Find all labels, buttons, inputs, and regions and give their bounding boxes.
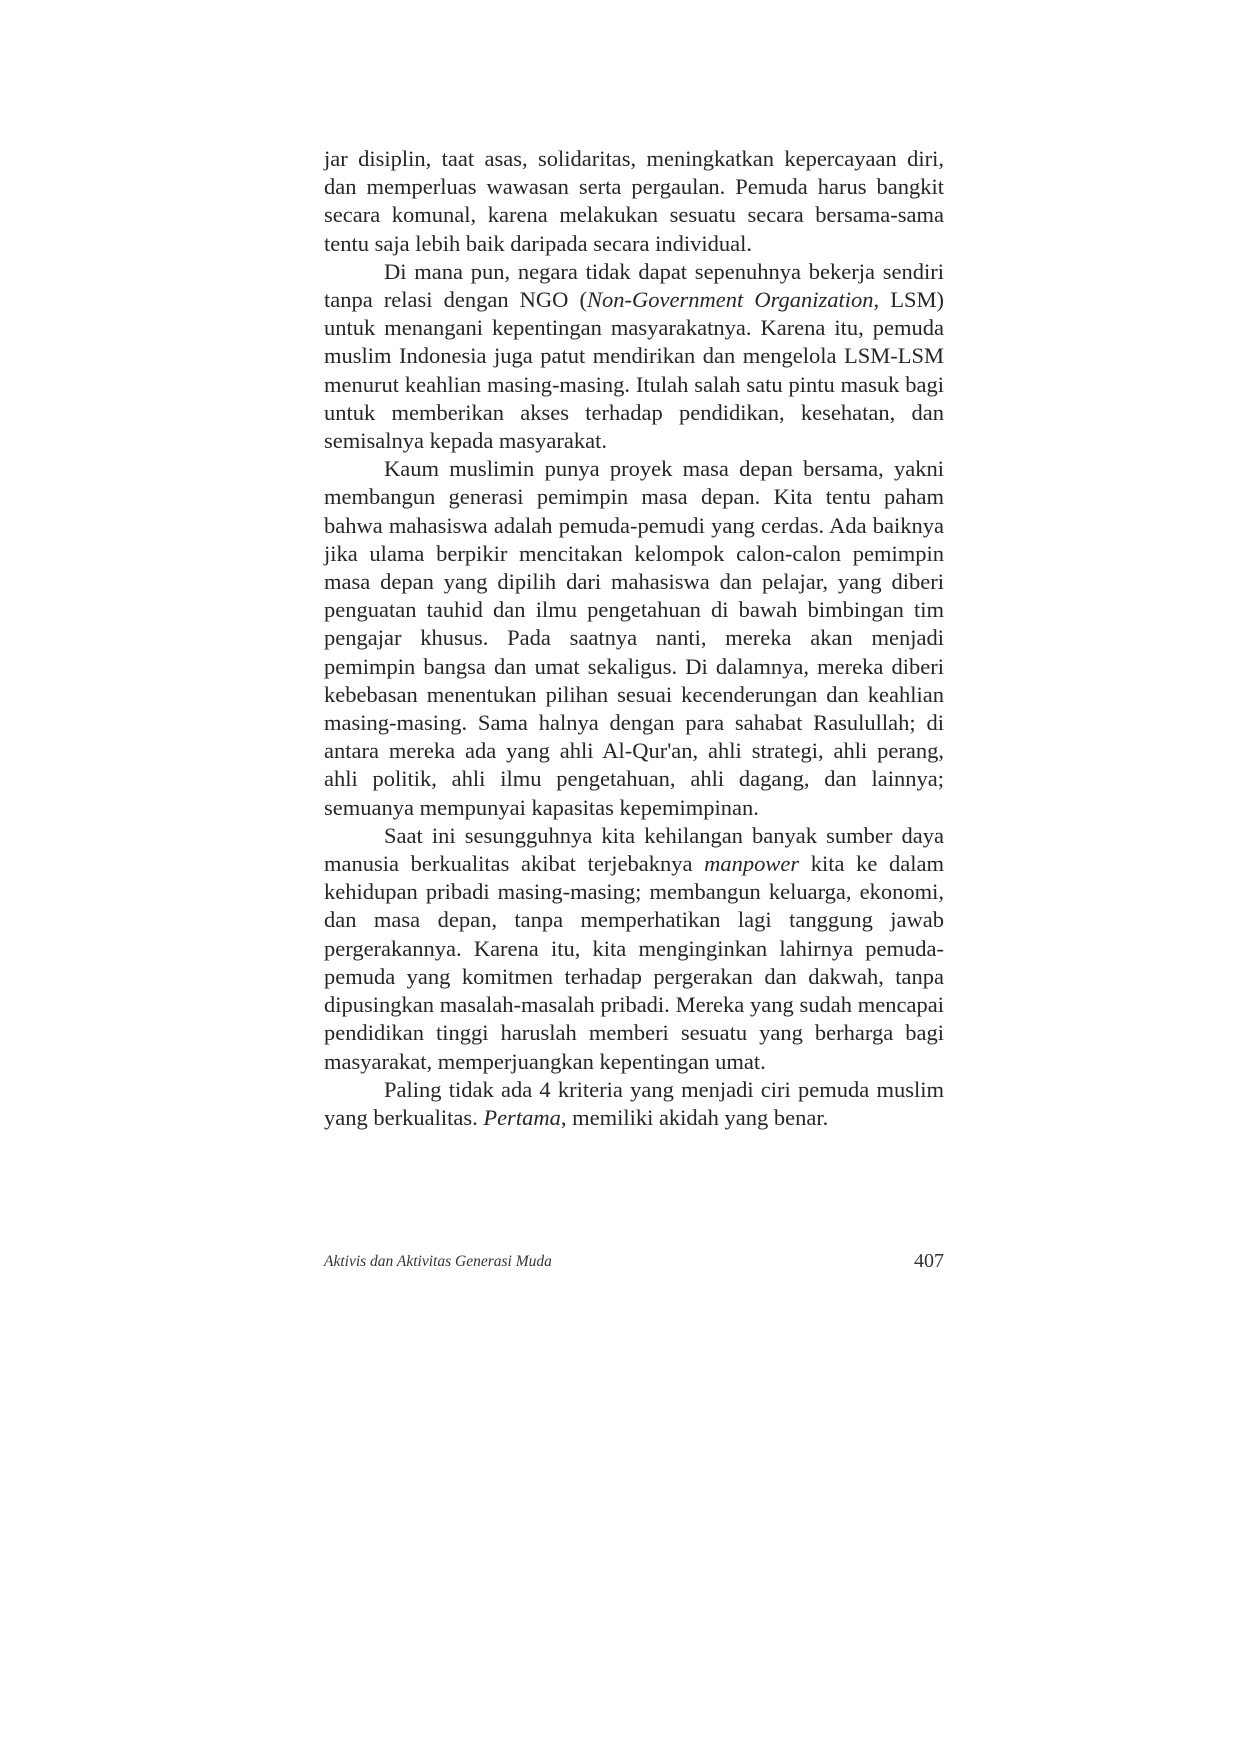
italic-term: Non-Government Organization [587,287,874,313]
paragraph-text: Kaum muslimin punya proyek masa depan bersama, yakni membangun generasi pemimpin masa depan. Kita tentu paham bahwa mahasiswa adalah pemuda-pemudi yang cerdas. Ada baiknya jika ulama berpikir mencitakan kelompok calon-calon pemimpin masa depan yang dipilih dari mahasiswa dan pelajar, yang diberi penguatan tauhid dan ilmu pengetahuan di bawah bimbingan tim pengajar khusus. Pada saatnya nanti, mereka akan menjadi pemimpin bangsa dan umat sekaligus. Di dalamnya, mereka diberi kebebasan menentukan pilihan sesuai kecenderungan dan keahlian masing-masing. Sama halnya dengan para sahabat Rasulullah; di antara mereka ada yang ahli Al-Qur'an, ahli strategi, ahli perang, ahli politik, ahli ilmu pengetahuan, ahli dagang, dan lainnya; semuanya mempunyai kapasitas kepemimpinan. [324,456,944,820]
paragraph-text: , memiliki akidah yang benar. [560,1104,829,1130]
paragraph-text: jar disiplin, taat asas, solidaritas, meningkatkan kepercayaan diri, dan memperluas wawasan serta pergaulan. Pemuda harus bangkit secara komunal, karena melakukan sesuatu secara bersama-sama tentu saja lebih baik daripada secara individual. [324,146,944,256]
page-number: 407 [914,1250,944,1272]
italic-term: manpower [704,851,800,877]
body-text [324,145,944,1132]
paragraph [324,822,944,1076]
page-footer [324,1250,944,1274]
italic-term: Pertama [483,1104,561,1130]
paragraph-text: Saat ini sesungguhnya kita kehilangan banyak sumber daya manusia berkualitas akibat terjebaknya [324,822,944,877]
paragraph-text: kita ke dalam kehidupan pribadi masing-masing; membangun keluarga, ekonomi, dan masa depan, tanpa memperhatikan lagi tanggung jawab pergerakannya. Karena itu, kita menginginkan lahirnya pemuda-pemuda yang komitmen terhadap pergerakan dan dakwah, tanpa dipusingkan masalah-masalah pribadi. Mereka yang sudah mencapai pendidikan tinggi haruslah memberi sesuatu yang berharga bagi masyarakat, memperjuangkan kepentingan umat. [324,851,944,1074]
paragraph [324,455,944,822]
paragraph-text: Di mana pun, negara tidak dapat sepenuhnya bekerja sendiri tanpa relasi dengan NGO ( [324,258,944,313]
paragraph [324,258,944,455]
paragraph-text: Paling tidak ada 4 kriteria yang menjadi ciri pemuda muslim yang berkualitas. [324,1076,944,1130]
paragraph [324,145,944,258]
paragraph [324,1076,944,1132]
running-title: Aktivis dan Aktivitas Generasi Muda [324,1253,552,1270]
paragraph-text: , LSM) untuk menangani kepentingan masyarakatnya. Karena itu, pemuda muslim Indonesia juga patut mendirikan dan mengelola LSM-LSM menurut keahlian masing-masing. Itulah salah satu pintu masuk bagi untuk memberikan akses terhadap pendidikan, kesehatan, dan semisalnya kepada masyarakat. [324,287,944,454]
